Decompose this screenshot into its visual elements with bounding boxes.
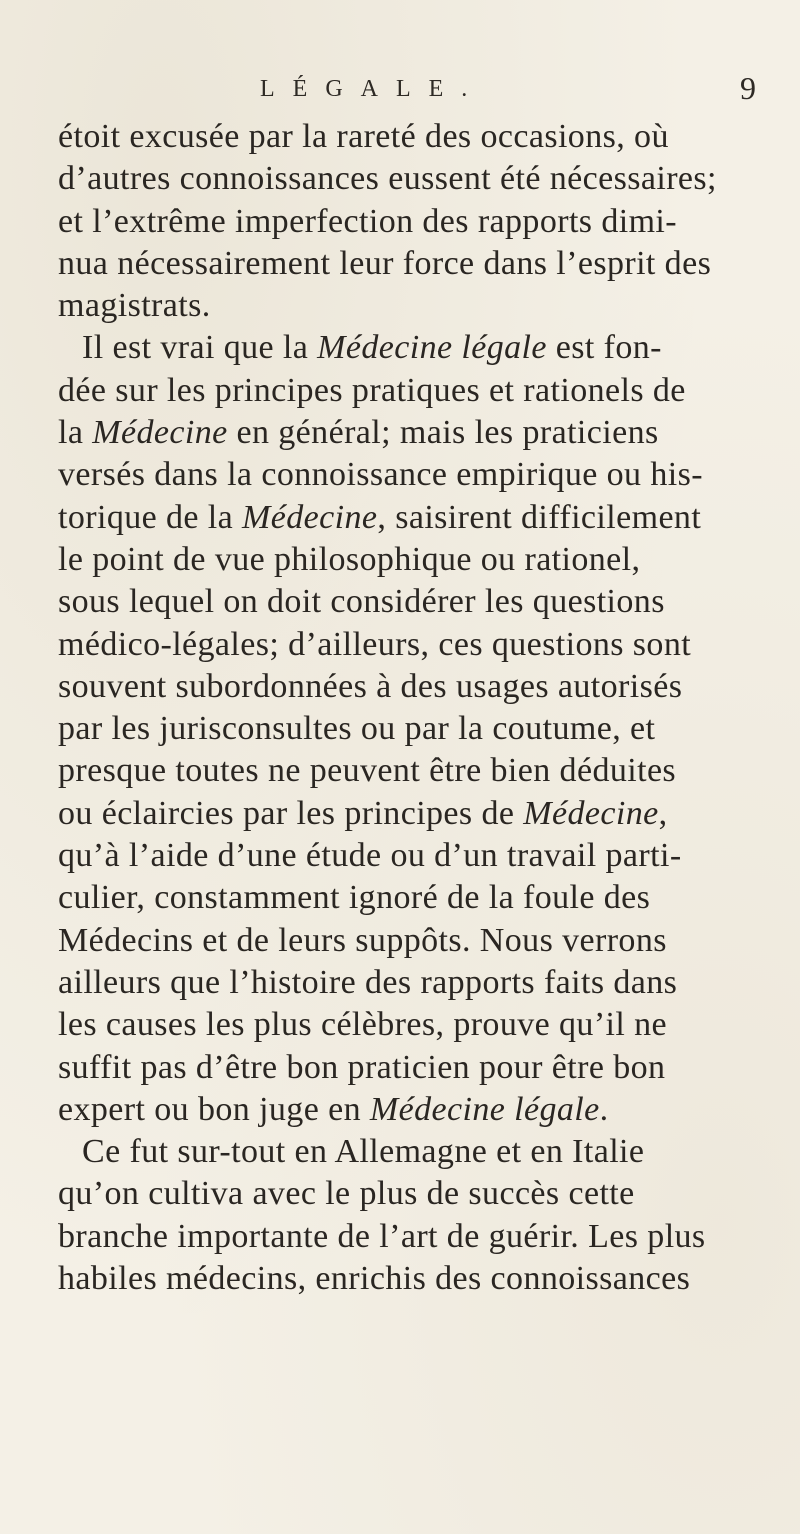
italic-term: Médecine bbox=[92, 414, 228, 452]
text-line: habiles médecins, enrichis des connoissances bbox=[58, 1260, 691, 1298]
text-line: culier, constamment ignoré de la foule des bbox=[58, 879, 651, 917]
text-line: par les jurisconsultes ou par la coutume, et bbox=[58, 710, 656, 748]
text-line: dée sur les principes pratiques et rationels de bbox=[58, 371, 686, 409]
paragraph-start-line: Ce fut sur-tout en Allemagne et en Italie bbox=[82, 1133, 645, 1171]
text-line: et l’extrême imperfection des rapports dimi- bbox=[58, 202, 677, 240]
text-line: branche importante de l’art de guérir. Les plus bbox=[58, 1217, 706, 1255]
text-line: ou éclaircies par les principes de Médecine, bbox=[58, 794, 668, 832]
text-line: souvent subordonnées à des usages autorisés bbox=[58, 667, 683, 705]
italic-term: Médecine bbox=[242, 498, 378, 536]
text-line: les causes les plus célèbres, prouve qu’il ne bbox=[58, 1006, 668, 1044]
paragraph-start-line: Il est vrai que la Médecine légale est fon- bbox=[82, 329, 662, 367]
italic-term: Médecine légale bbox=[369, 1090, 600, 1128]
text-line: ailleurs que l’histoire des rapports faits dans bbox=[58, 963, 678, 1001]
text-line: étoit excusée par la rareté des occasions, où bbox=[58, 118, 669, 155]
text-line: expert ou bon juge en Médecine légale. bbox=[58, 1090, 609, 1128]
text-line: le point de vue philosophique ou rationel, bbox=[58, 540, 641, 578]
text-line: la Médecine en général; mais les praticiens bbox=[58, 414, 659, 452]
text-line: sous lequel on doit considérer les questions bbox=[58, 583, 665, 621]
text-line: versés dans la connoissance empirique ou his- bbox=[58, 456, 703, 494]
body-text bbox=[58, 116, 788, 1300]
text-line: médico-légales; d’ailleurs, ces questions sont bbox=[58, 625, 692, 663]
text-line: d’autres connoissances eussent été nécessaires; bbox=[58, 160, 717, 198]
text-line: suffit pas d’être bon praticien pour être bon bbox=[58, 1048, 666, 1086]
running-head: LÉGALE. bbox=[260, 76, 486, 102]
text-line: Médecins et de leurs suppôts. Nous verrons bbox=[58, 921, 667, 959]
text-line: nua nécessairement leur force dans l’esprit des bbox=[58, 244, 712, 282]
text-line: qu’on cultiva avec le plus de succès cette bbox=[58, 1175, 635, 1213]
italic-term: Médecine bbox=[523, 794, 659, 832]
text-line: presque toutes ne peuvent être bien déduites bbox=[58, 752, 677, 790]
text-line: magistrats. bbox=[58, 287, 211, 325]
text-line: torique de la Médecine, saisirent difficilement bbox=[58, 498, 702, 536]
italic-term: Médecine légale bbox=[317, 329, 547, 367]
page-number: 9 bbox=[740, 70, 756, 106]
text-line: qu’à l’aide d’une étude ou d’un travail parti- bbox=[58, 837, 682, 875]
